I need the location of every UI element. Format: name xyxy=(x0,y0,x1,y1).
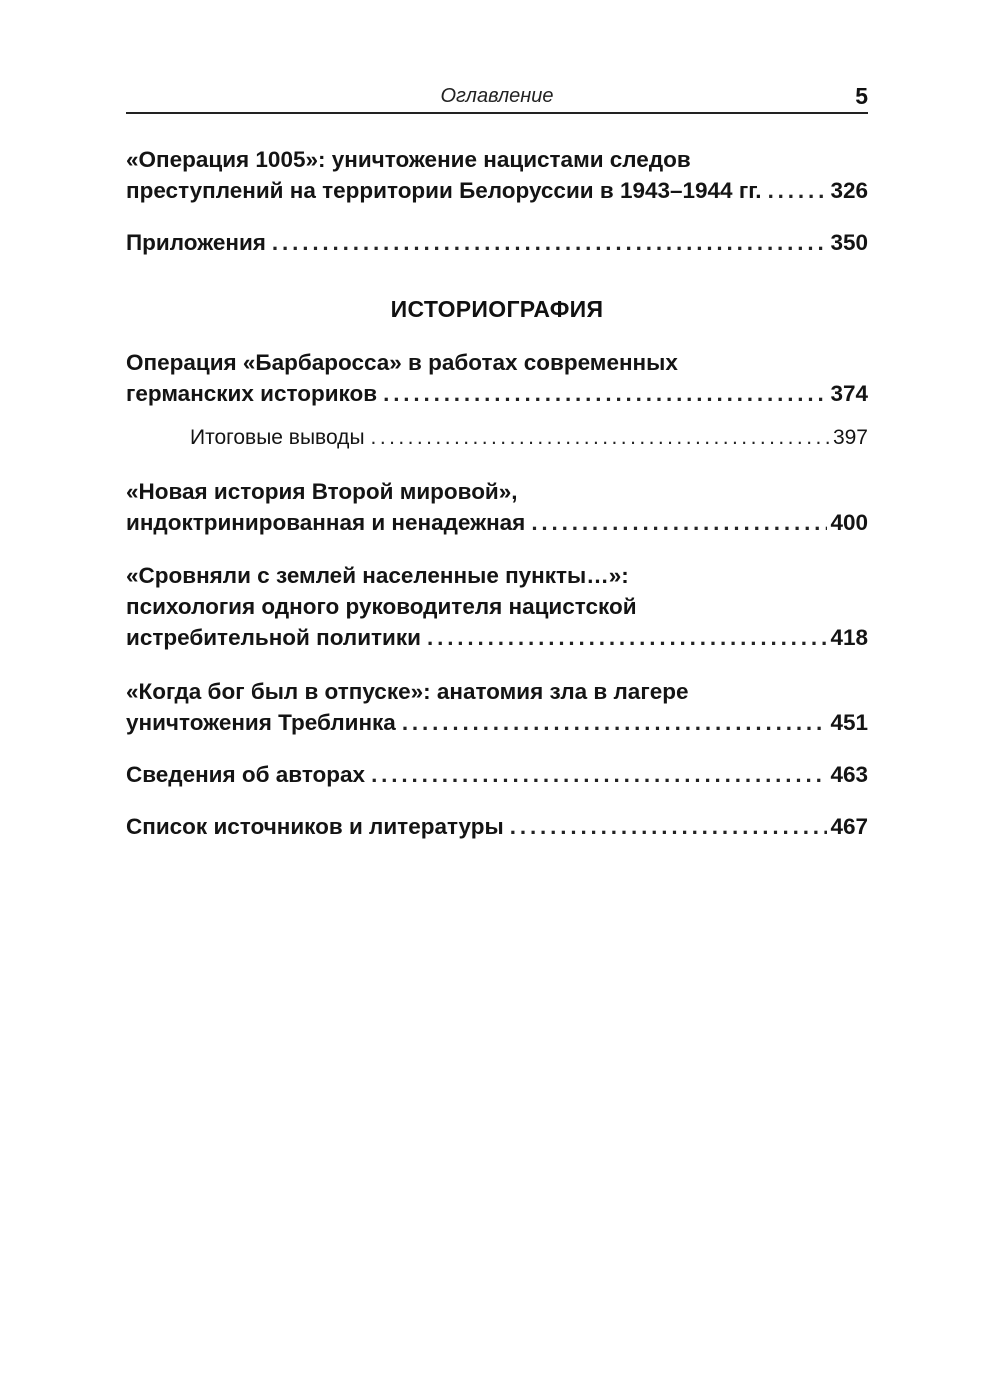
toc-entry-barbarossa[interactable] xyxy=(126,347,868,409)
toc-entry-leader-line xyxy=(126,707,868,738)
dot-leader xyxy=(383,378,827,409)
toc-entry-leader-line xyxy=(190,422,868,453)
toc-entry-title-line: индоктринированная и ненадежная xyxy=(126,510,526,535)
dot-leader xyxy=(371,422,830,453)
toc-page-ref: 326 xyxy=(830,178,868,203)
toc-subentry-conclusions[interactable] xyxy=(190,422,868,453)
toc-entry-treblinka[interactable] xyxy=(126,676,868,738)
toc-entry-title-line: психология одного руководителя нацистской xyxy=(126,594,637,619)
toc-entry-leader-line xyxy=(126,622,868,653)
toc-page-ref: 418 xyxy=(830,625,868,650)
toc-entry-title-line: Операция «Барбаросса» в работах современных xyxy=(126,350,678,375)
toc-entry-leader-line xyxy=(126,227,868,258)
toc-entry-appendices[interactable] xyxy=(126,227,868,258)
toc-page-ref: 397 xyxy=(832,426,868,449)
toc-entry-title-line: уничтожения Треблинка xyxy=(126,710,396,735)
toc-page-ref: 463 xyxy=(830,762,868,787)
toc-entry-razed-settlements[interactable] xyxy=(126,560,868,653)
toc-page-ref: 467 xyxy=(830,814,868,839)
dot-leader xyxy=(272,227,828,258)
toc-entry-title-line: «Когда бог был в отпуске»: анатомия зла в лагере xyxy=(126,679,689,704)
toc-entry-title-line: истребительной политики xyxy=(126,625,421,650)
dot-leader xyxy=(402,707,828,738)
toc-entry-leader-line xyxy=(126,507,868,538)
toc-entry-title-line: Сведения об авторах xyxy=(126,762,366,787)
running-head xyxy=(126,82,868,114)
toc-entry-title-line: Итоговые выводы xyxy=(190,426,365,449)
toc-page-ref: 374 xyxy=(830,381,868,406)
dot-leader xyxy=(768,175,828,206)
page-number: 5 xyxy=(855,83,868,109)
dot-leader xyxy=(531,507,827,538)
toc-entry-leader-line xyxy=(126,175,868,206)
toc-entry-title-line: германских историков xyxy=(126,381,378,406)
toc-entry-leader-line xyxy=(126,759,868,790)
toc-entry-sources[interactable] xyxy=(126,811,868,842)
toc-entry-title-line: «Операция 1005»: уничтожение нацистами следов xyxy=(126,147,691,172)
section-heading: ИСТОРИОГРАФИЯ xyxy=(390,296,604,322)
dot-leader xyxy=(371,759,827,790)
toc-entry-leader-line xyxy=(126,378,868,409)
toc-entry-title-line: «Сровняли с землей населенные пункты…»: xyxy=(126,563,629,588)
dot-leader xyxy=(510,811,828,842)
toc-page xyxy=(126,82,868,842)
toc-entry-title-line: «Новая история Второй мировой», xyxy=(126,479,518,504)
toc-entry-title-line: Список источников и литературы xyxy=(126,814,504,839)
toc-entry-operation-1005[interactable] xyxy=(126,144,868,206)
toc-page-ref: 400 xyxy=(830,510,868,535)
toc-page-ref: 451 xyxy=(830,710,868,735)
toc-entry-leader-line xyxy=(126,811,868,842)
toc-page-ref: 350 xyxy=(830,230,868,255)
toc-entry-new-history[interactable] xyxy=(126,476,868,538)
dot-leader xyxy=(427,622,827,653)
toc-entry-title-line: Приложения xyxy=(126,230,266,255)
toc-entry-about-authors[interactable] xyxy=(126,759,868,790)
running-title: Оглавление xyxy=(440,85,554,107)
toc-entry-title-line: преступлений на территории Белоруссии в 1943–1944 гг. xyxy=(126,178,762,203)
